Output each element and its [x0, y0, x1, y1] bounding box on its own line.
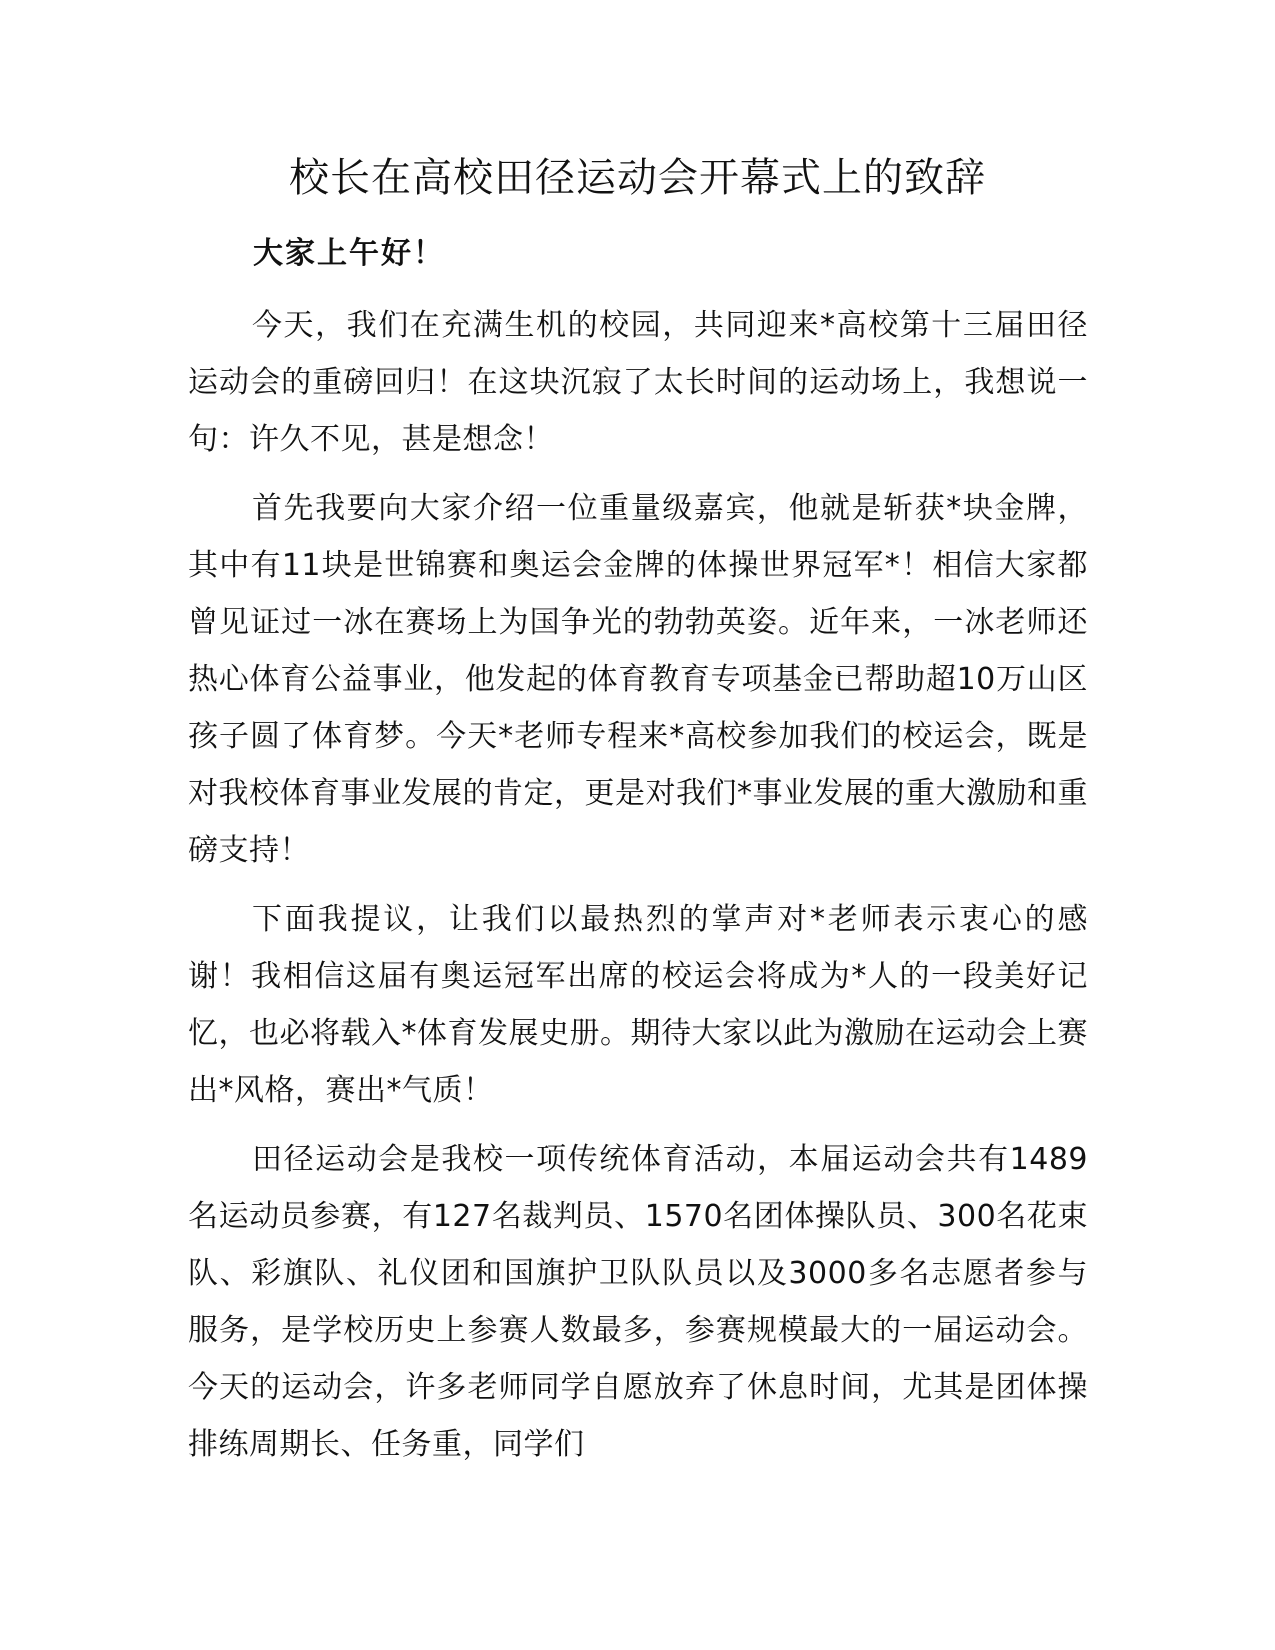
paragraph-event-stats: 田径运动会是我校一项传统体育活动，本届运动会共有1489名运动员参赛，有127名裁判员、1570名团体操队员、300名花束队、彩旗队、礼仪团和国旗护卫队队员以及3000多名志愿者参与服务，是学校历史上参赛人数最多，参赛规模最大的一届运动会。今天的运动会，许多老师同学自愿放弃了休息时间，尤其是团体操排练周期长、任务重，同学们: [188, 1142, 1088, 1462]
document-body: [188, 297, 1088, 1485]
greeting-line: 大家上午好！: [253, 236, 445, 271]
document-title: 校长在高校田径运动会开幕式上的致辞: [289, 155, 986, 201]
paragraph-intro: 今天，我们在充满生机的校园，共同迎来*高校第十三届田径运动会的重磅回归！在这块沉寂了太长时间的运动场上，我想说一句：许久不见，甚是想念！: [188, 308, 1088, 457]
paragraph-thanks: 下面我提议，让我们以最热烈的掌声对*老师表示衷心的感谢！我相信这届有奥运冠军出席的校运会将成为*人的一段美好记忆，也必将载入*体育发展史册。期待大家以此为激励在运动会上赛出*风格，赛出*气质！: [188, 902, 1088, 1108]
paragraph-guest: 首先我要向大家介绍一位重量级嘉宾，他就是斩获*块金牌，其中有11块是世锦赛和奥运会金牌的体操世界冠军*！相信大家都曾见证过一冰在赛场上为国争光的勃勃英姿。近年来，一冰老师还热心体育公益事业，他发起的体育教育专项基金已帮助超10万山区孩子圆了体育梦。今天*老师专程来*高校参加我们的校运会，既是对我校体育事业发展的肯定，更是对我们*事业发展的重大激励和重磅支持！: [188, 491, 1088, 868]
